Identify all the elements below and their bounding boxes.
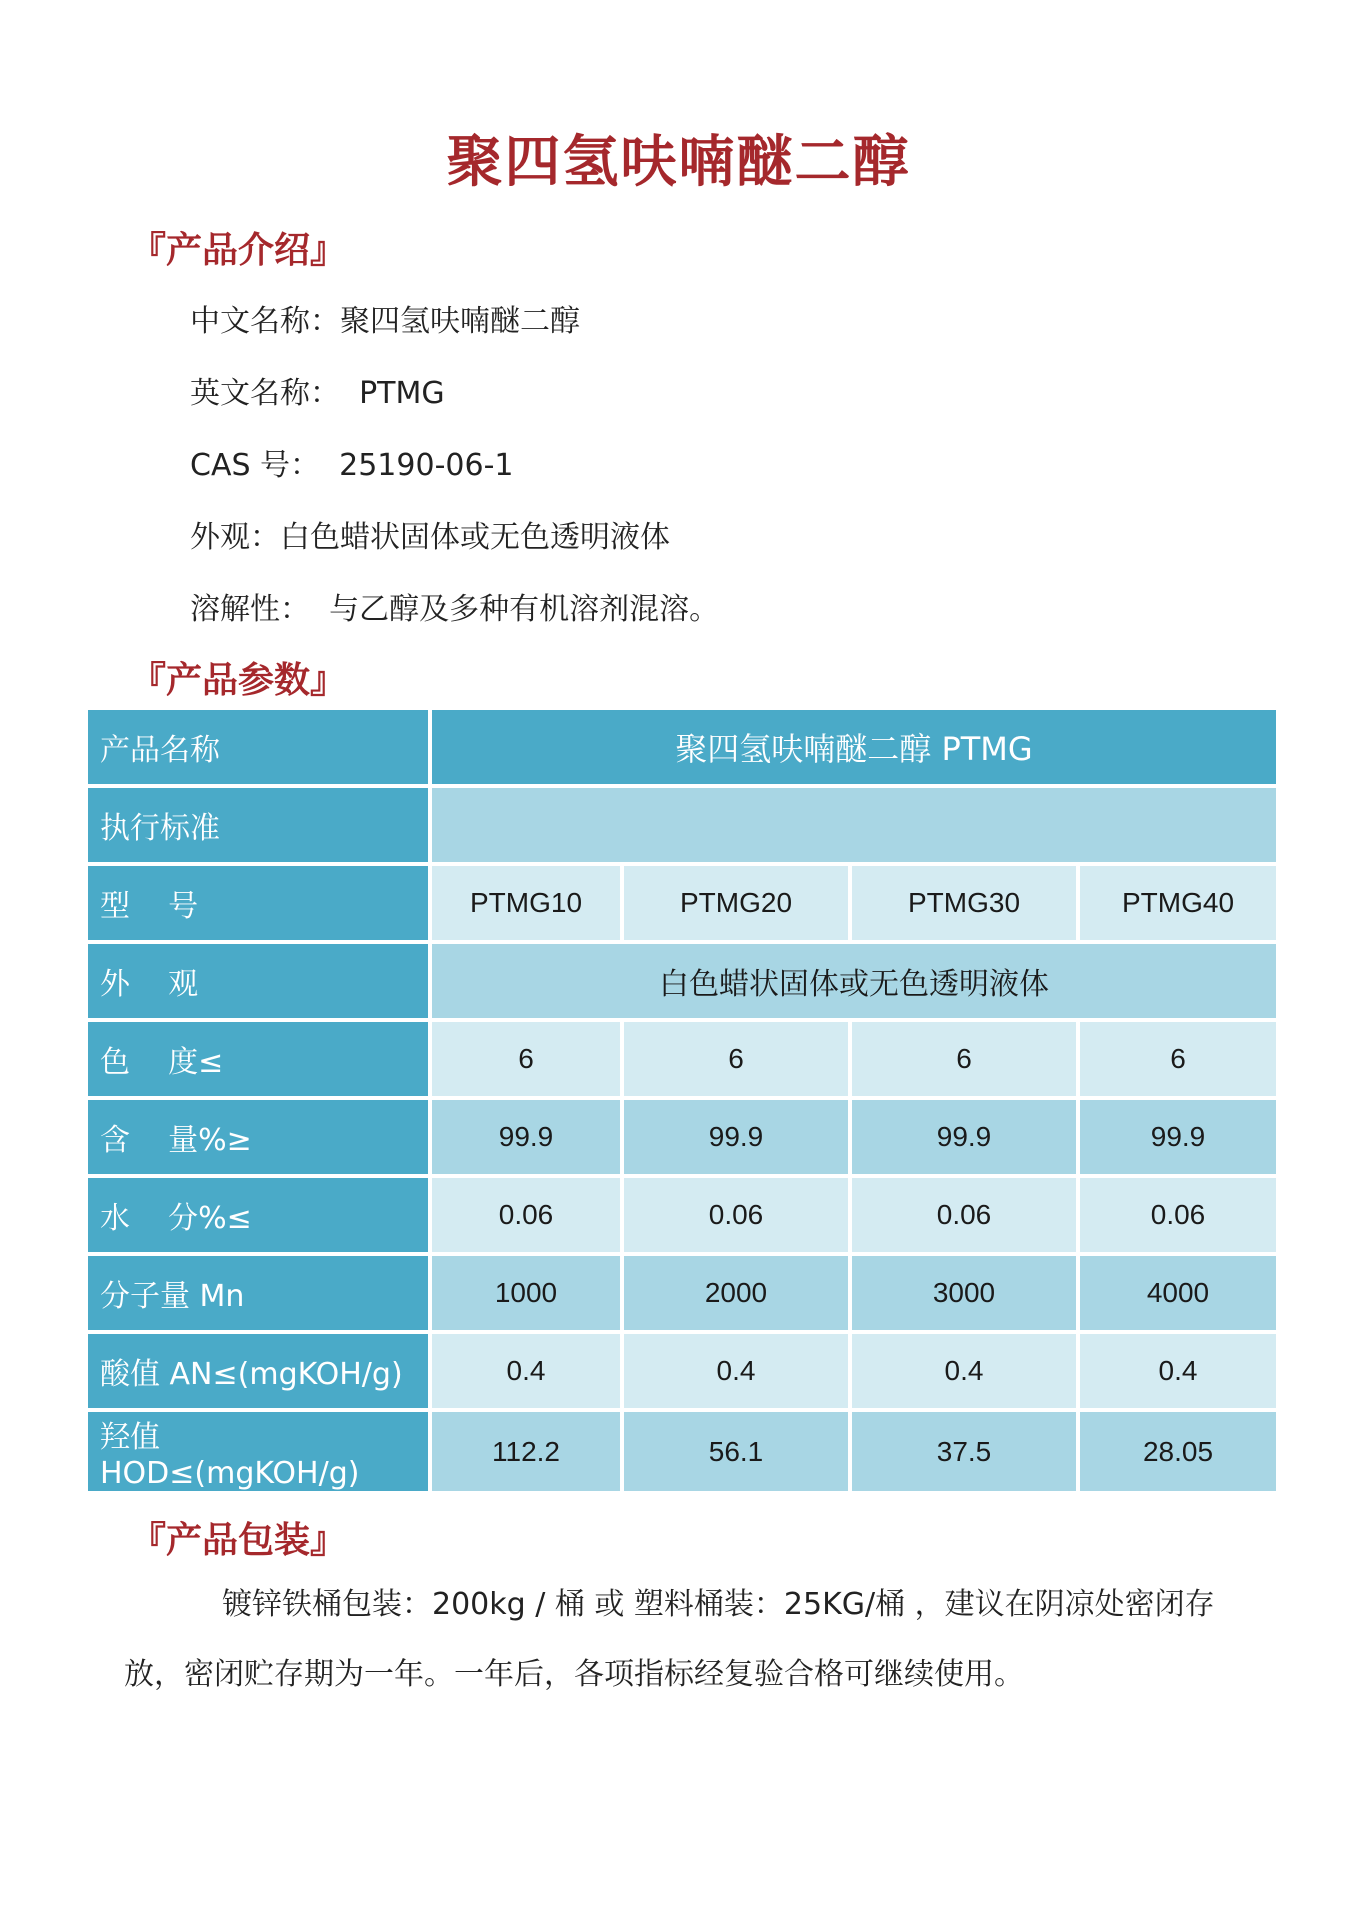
table-cell: 6: [1080, 1022, 1276, 1096]
page-title: 聚四氢呋喃醚二醇: [446, 130, 911, 195]
table-cell: 37.5: [852, 1412, 1076, 1491]
table-cell: 0.06: [852, 1178, 1076, 1252]
table-cell: 0.4: [1080, 1334, 1276, 1408]
model-cell: PTMG30: [852, 866, 1076, 940]
table-cell: 112.2: [432, 1412, 620, 1491]
row-label: 酸值 AN≤(mgKOH/g): [88, 1334, 428, 1408]
packaging-paragraph: 镀锌铁桶包装：200kg / 桶 或 塑料桶装：25KG/桶 ，建议在阴凉处密闭存放，密闭贮存期为一年。一年后，各项指标经复验合格可继续使用。: [124, 1587, 1215, 1692]
row-label: 羟值 HOD≤(mgKOH/g): [88, 1412, 428, 1491]
standard-value: [432, 788, 1276, 862]
table-cell: 99.9: [432, 1100, 620, 1174]
table-cell: 3000: [852, 1256, 1076, 1330]
model-cell: PTMG20: [624, 866, 848, 940]
row-label: 型 号: [88, 866, 428, 940]
table-row-model: [88, 866, 1276, 940]
spec-table: [84, 706, 1280, 1495]
row-label: 外 观: [88, 944, 428, 1018]
table-cell: 0.4: [624, 1334, 848, 1408]
row-label: 含 量%≥: [88, 1100, 428, 1174]
table-row: [88, 1412, 1276, 1491]
table-cell: 0.06: [432, 1178, 620, 1252]
intro-label: 外观：: [190, 520, 280, 555]
table-row: [88, 1178, 1276, 1252]
table-cell: 0.4: [432, 1334, 620, 1408]
intro-line-english-name: [190, 368, 445, 412]
table-cell: 2000: [624, 1256, 848, 1330]
intro-value: 白色蜡状固体或无色透明液体: [280, 520, 670, 555]
table-row: [88, 1334, 1276, 1408]
table-cell: 6: [432, 1022, 620, 1096]
table-cell: 1000: [432, 1256, 620, 1330]
table-cell: 0.4: [852, 1334, 1076, 1408]
model-cell: PTMG10: [432, 866, 620, 940]
section-heading-params: 『产品参数』: [130, 660, 347, 701]
model-cell: PTMG40: [1080, 866, 1276, 940]
table-cell: 0.06: [624, 1178, 848, 1252]
intro-line-chinese-name: [190, 296, 580, 340]
intro-label: 溶解性：: [190, 592, 310, 627]
intro-label: 英文名称：: [190, 376, 340, 411]
intro-value: 25190-06-1: [320, 448, 514, 483]
table-cell: 99.9: [624, 1100, 848, 1174]
intro-label: 中文名称：: [190, 304, 340, 339]
intro-line-cas: [190, 440, 513, 484]
table-row: [88, 1022, 1276, 1096]
table-row: [88, 1256, 1276, 1330]
row-label: 水 分%≤: [88, 1178, 428, 1252]
table-cell: 6: [852, 1022, 1076, 1096]
table-row-standard: [88, 788, 1276, 862]
table-header-label: 产品名称: [88, 710, 428, 784]
table-cell: 0.06: [1080, 1178, 1276, 1252]
table-cell: 28.05: [1080, 1412, 1276, 1491]
section-heading-intro: 『产品介绍』: [130, 230, 347, 271]
intro-value: PTMG: [340, 376, 445, 411]
intro-value: 聚四氢呋喃醚二醇: [340, 304, 580, 339]
row-label: 执行标准: [88, 788, 428, 862]
table-cell: 99.9: [1080, 1100, 1276, 1174]
row-label: 色 度≤: [88, 1022, 428, 1096]
table-header-row: [88, 710, 1276, 784]
table-row-appearance: [88, 944, 1276, 1018]
intro-line-solubility: [190, 584, 719, 628]
appearance-value: 白色蜡状固体或无色透明液体: [432, 944, 1276, 1018]
intro-label: CAS 号：: [190, 448, 321, 483]
table-row: [88, 1100, 1276, 1174]
intro-value: 与乙醇及多种有机溶剂混溶。: [310, 592, 720, 627]
table-cell: 56.1: [624, 1412, 848, 1491]
table-header-value: 聚四氢呋喃醚二醇 PTMG: [432, 710, 1276, 784]
table-cell: 4000: [1080, 1256, 1276, 1330]
section-heading-packaging: 『产品包装』: [130, 1520, 347, 1561]
table-cell: 99.9: [852, 1100, 1076, 1174]
table-cell: 6: [624, 1022, 848, 1096]
row-label: 分子量 Mn: [88, 1256, 428, 1330]
intro-line-appearance: [190, 512, 670, 556]
